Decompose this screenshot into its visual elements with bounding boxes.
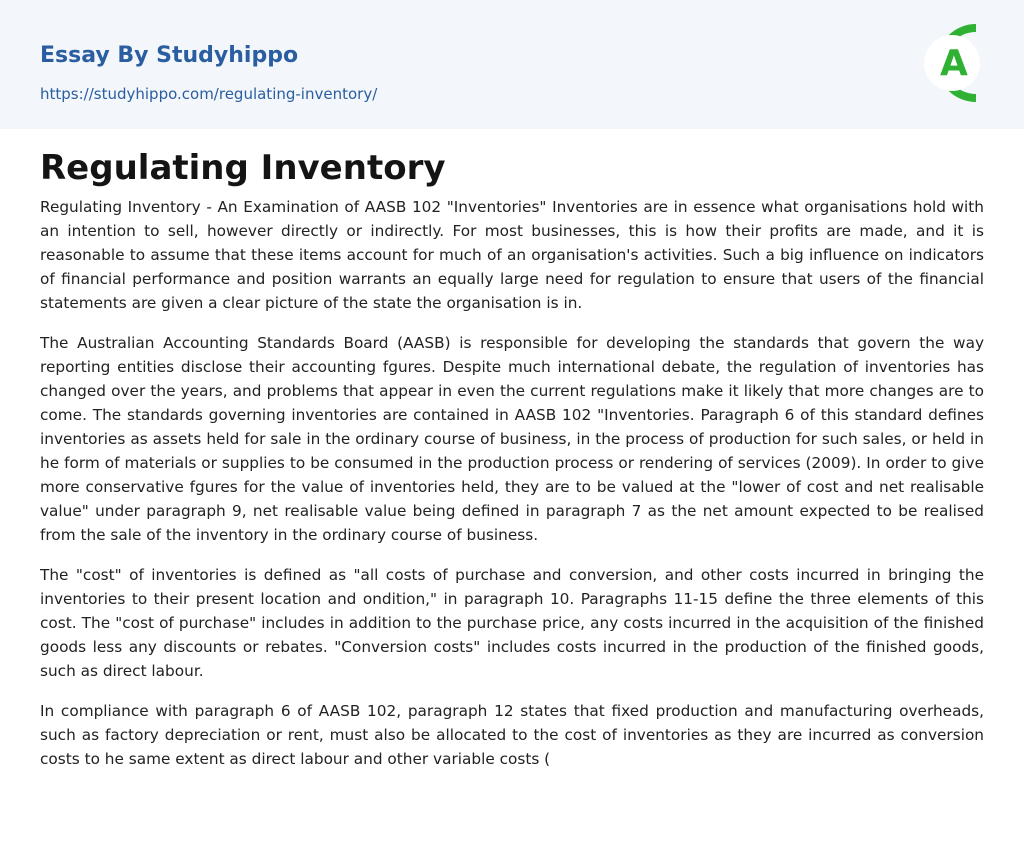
brand-title: Essay By Studyhippo [40,43,299,68]
site-header [0,0,1024,129]
page-title: Regulating Inventory [40,148,446,188]
paragraph: The "cost" of inventories is defined as "all costs of purchase and conversion, and other costs incurred in bringing the inventories to their present location and ondition," in paragraph 10. Paragraphs 11-15 define the three elements of this cost. The "cost of purchase" includes in addition to the purchase price, any costs incurred in the acquisition of the finished goods less any discounts or rebates. "Conversion costs" includes costs incurred in the production of the finished goods, such as direct labour. [40,566,984,680]
article-content [0,129,1024,771]
logo-letter: A [940,43,968,84]
paragraph: In compliance with paragraph 6 of AASB 102, paragraph 12 states that fixed production and manufacturing overheads, such as factory depreciation or rent, must also be allocated to the cost of inventories as they are incurred as conversion costs to he same extent as direct labour and other variable costs ( [40,702,984,768]
paragraph: Regulating Inventory - An Examination of AASB 102 "Inventories" Inventories are in essence what organisations hold with an intention to sell, however directly or indirectly. For most businesses, this is how their profits are made, and it is reasonable to assume that these items account for much of an organisation's activities. Such a big influence on indicators of financial performance and position warrants an equally large need for regulation to ensure that users of the financial statements are given a clear picture of the state the organisation is in. [40,198,984,312]
paragraph: The Australian Accounting Standards Board (AASB) is responsible for developing the standards that govern the way reporting entities disclose their accounting fgures. Despite much international debate, the regulation of inventories has changed over the years, and problems that appear in even the current regulations make it likely that more changes are to come. The standards governing inventories are contained in AASB 102 "Inventories. Paragraph 6 of this standard defines inventories as assets held for sale in the ordinary course of business, in the process of production for such sales, or held in he form of materials or supplies to be consumed in the production process or rendering of services (2009). In order to give more conservative fgures for the value of inventories held, they are to be valued at the "lower of cost and net realisable value" under paragraph 9, net realisable value being defined in paragraph 7 as the net amount expected to be realised from the sale of the inventory in the ordinary course of business. [40,334,984,544]
studyhippo-logo-icon[interactable] [914,20,986,106]
essay-url-link[interactable]: https://studyhippo.com/regulating-inventory/ [40,85,378,103]
